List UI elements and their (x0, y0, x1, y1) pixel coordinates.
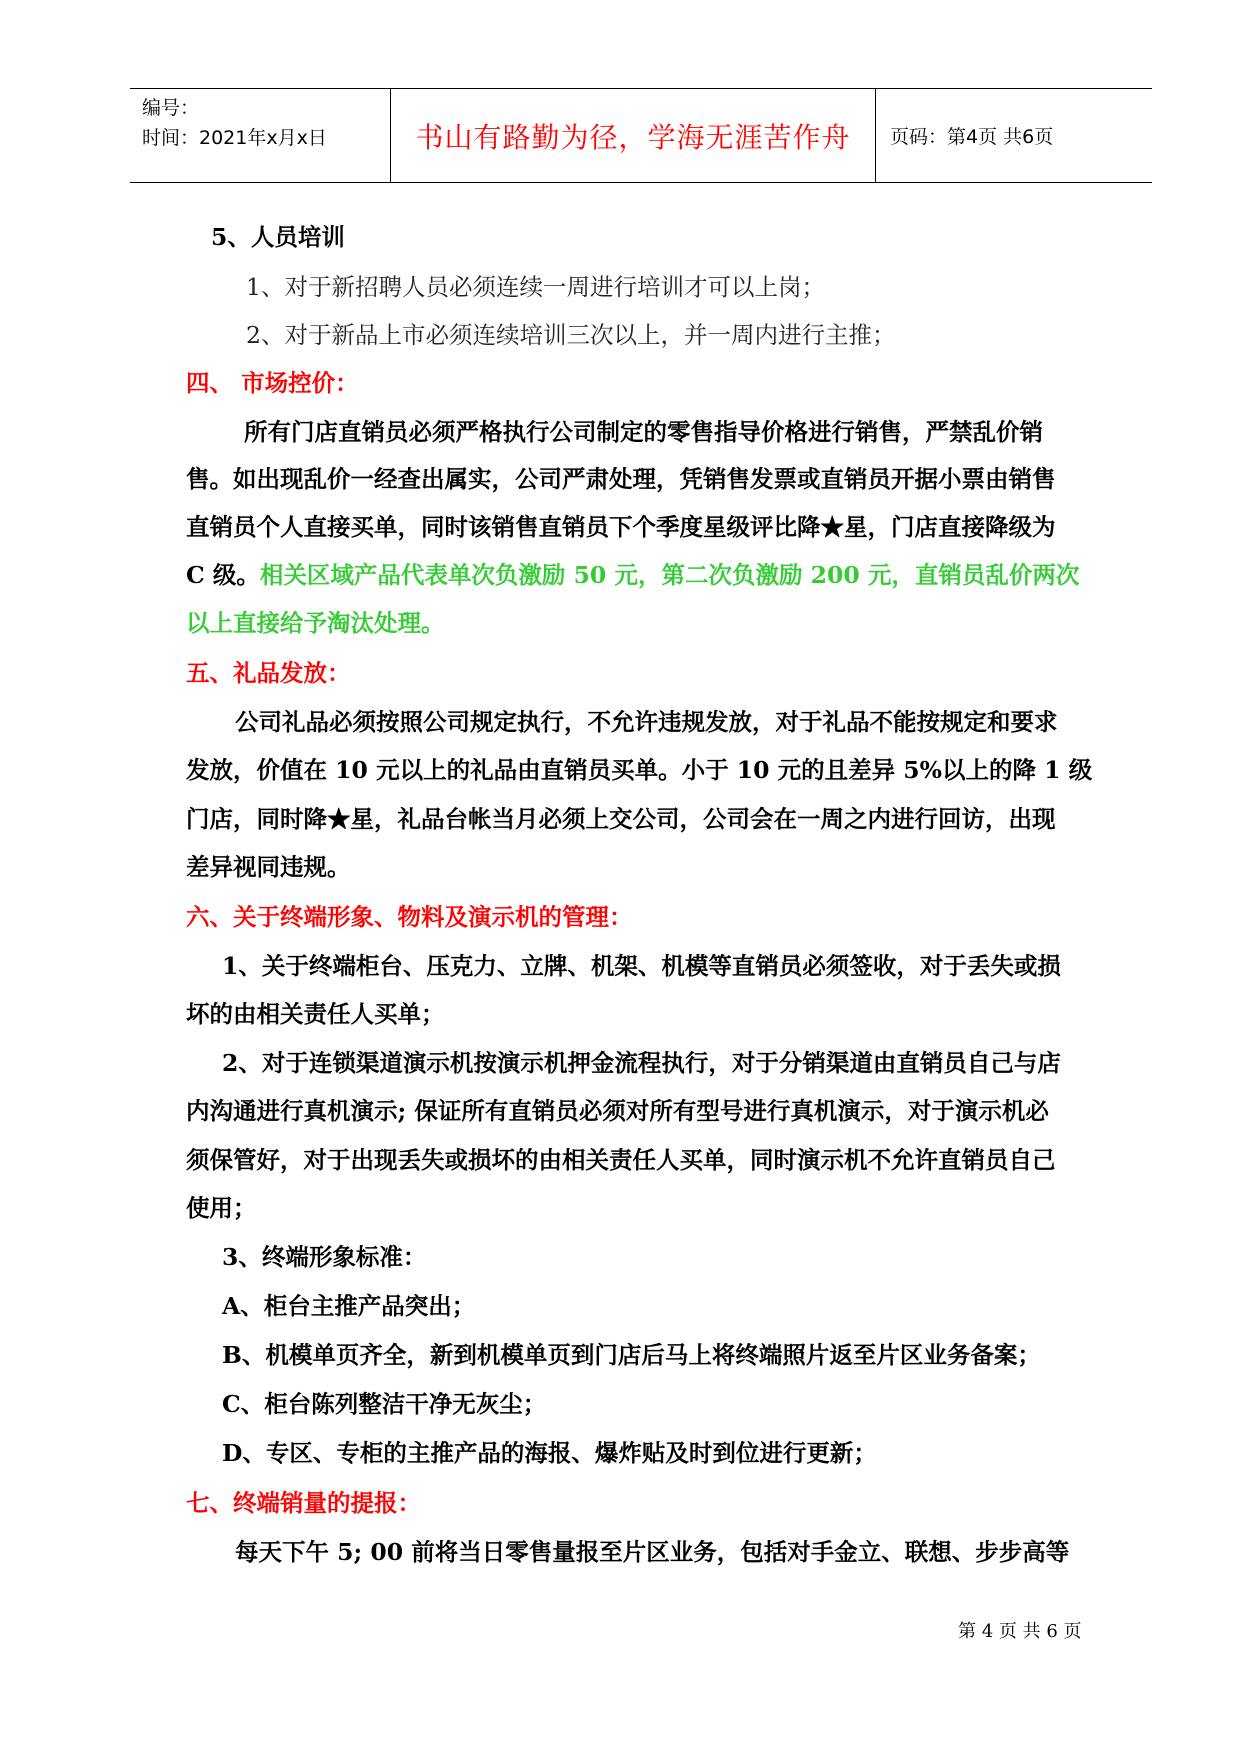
training-item-2: 2、对于新品上市必须连续培训三次以上，并一周内进行主推； (246, 321, 896, 349)
section-title-training: 5、人员培训 (211, 223, 345, 251)
list-item: A、柜台主推产品突出； (222, 1292, 476, 1320)
header-divider (875, 89, 876, 182)
header-meta (142, 93, 327, 153)
section-title-gifts: 五、礼品发放： (186, 659, 351, 687)
training-item-1: 1、对于新招聘人员必须连续一周进行培训才可以上岗； (246, 273, 825, 301)
highlight-text: 以上直接给予淘汰处理。 (186, 609, 445, 637)
list-item: D、专区、专柜的主推产品的海报、爆炸贴及时到位进行更新； (222, 1439, 877, 1467)
section-title-sales-report: 七、终端销量的提报： (186, 1489, 421, 1517)
list-item: B、机模单页齐全，新到机模单页到门店后马上将终端照片返至片区业务备案； (222, 1341, 1041, 1369)
paragraph-line: 1、关于终端柜台、压克力、立牌、机架、机模等直销员必须签收，对于丢失或损 (222, 952, 1061, 980)
paragraph-line: 公司礼品必须按照公司规定执行，不允许违规发放，对于礼品不能按规定和要求 (235, 708, 1058, 736)
number-label: 编号： (142, 97, 200, 119)
paragraph-line: 发放，价值在 10 元以上的礼品由直销员买单。小于 10 元的且差异 5%以上的降 1 级 (186, 756, 1093, 784)
header-motto: 书山有路勤为径，学海无涯苦作舟 (415, 120, 851, 154)
paragraph-line: 坏的由相关责任人买单； (186, 1000, 445, 1028)
section-title-price-control: 四、 市场控价： (186, 369, 359, 397)
paragraph-line: 所有门店直销员必须严格执行公司制定的零售指导价格进行销售，严禁乱价销 (244, 418, 1043, 446)
paragraph-line: 差异视同违规。 (186, 853, 351, 881)
paragraph-line: 每天下午 5; 00 前将当日零售量报至片区业务，包括对手金立、联想、步步高等 (235, 1538, 1070, 1566)
page-footer: 第 4 页 共 6 页 (958, 1621, 1082, 1642)
paragraph-line (186, 556, 1096, 590)
header-page-info: 页码：第4页 共6页 (890, 126, 1054, 148)
paragraph-line: 直销员个人直接买单，同时该销售直销员下个季度星级评比降★星，门店直接降级为 (186, 513, 1056, 541)
paragraph-line: 须保管好，对于出现丢失或损坏的由相关责任人买单，同时演示机不允许直销员自己 (186, 1146, 1056, 1174)
document-header (130, 88, 1152, 183)
paragraph-line: 使用； (186, 1194, 257, 1222)
time-label: 时间：2021年x月x日 (142, 127, 327, 149)
highlight-text: 相关区域产品代表单次负激励 50 元，第二次负激励 200 元，直销员乱价两次 (259, 561, 1080, 589)
header-divider (390, 89, 391, 182)
paragraph-line: 3、终端形象标准： (222, 1243, 427, 1271)
paragraph-line: 门店，同时降★星，礼品台帐当月必须上交公司，公司会在一周之内进行回访，出现 (186, 805, 1056, 833)
paragraph-line: 售。如出现乱价一经查出属实，公司严肃处理，凭销售发票或直销员开据小票由销售 (186, 465, 1056, 493)
section-title-terminal-management: 六、关于终端形象、物料及演示机的管理： (186, 903, 633, 931)
paragraph-text: C 级。 (186, 561, 260, 589)
paragraph-line: 内沟通进行真机演示; 保证所有直销员必须对所有型号进行真机演示，对于演示机必 (186, 1097, 1049, 1125)
paragraph-line: 2、对于连锁渠道演示机按演示机押金流程执行，对于分销渠道由直销员自己与店 (222, 1049, 1061, 1077)
list-item: C、柜台陈列整洁干净无灰尘； (222, 1390, 547, 1418)
